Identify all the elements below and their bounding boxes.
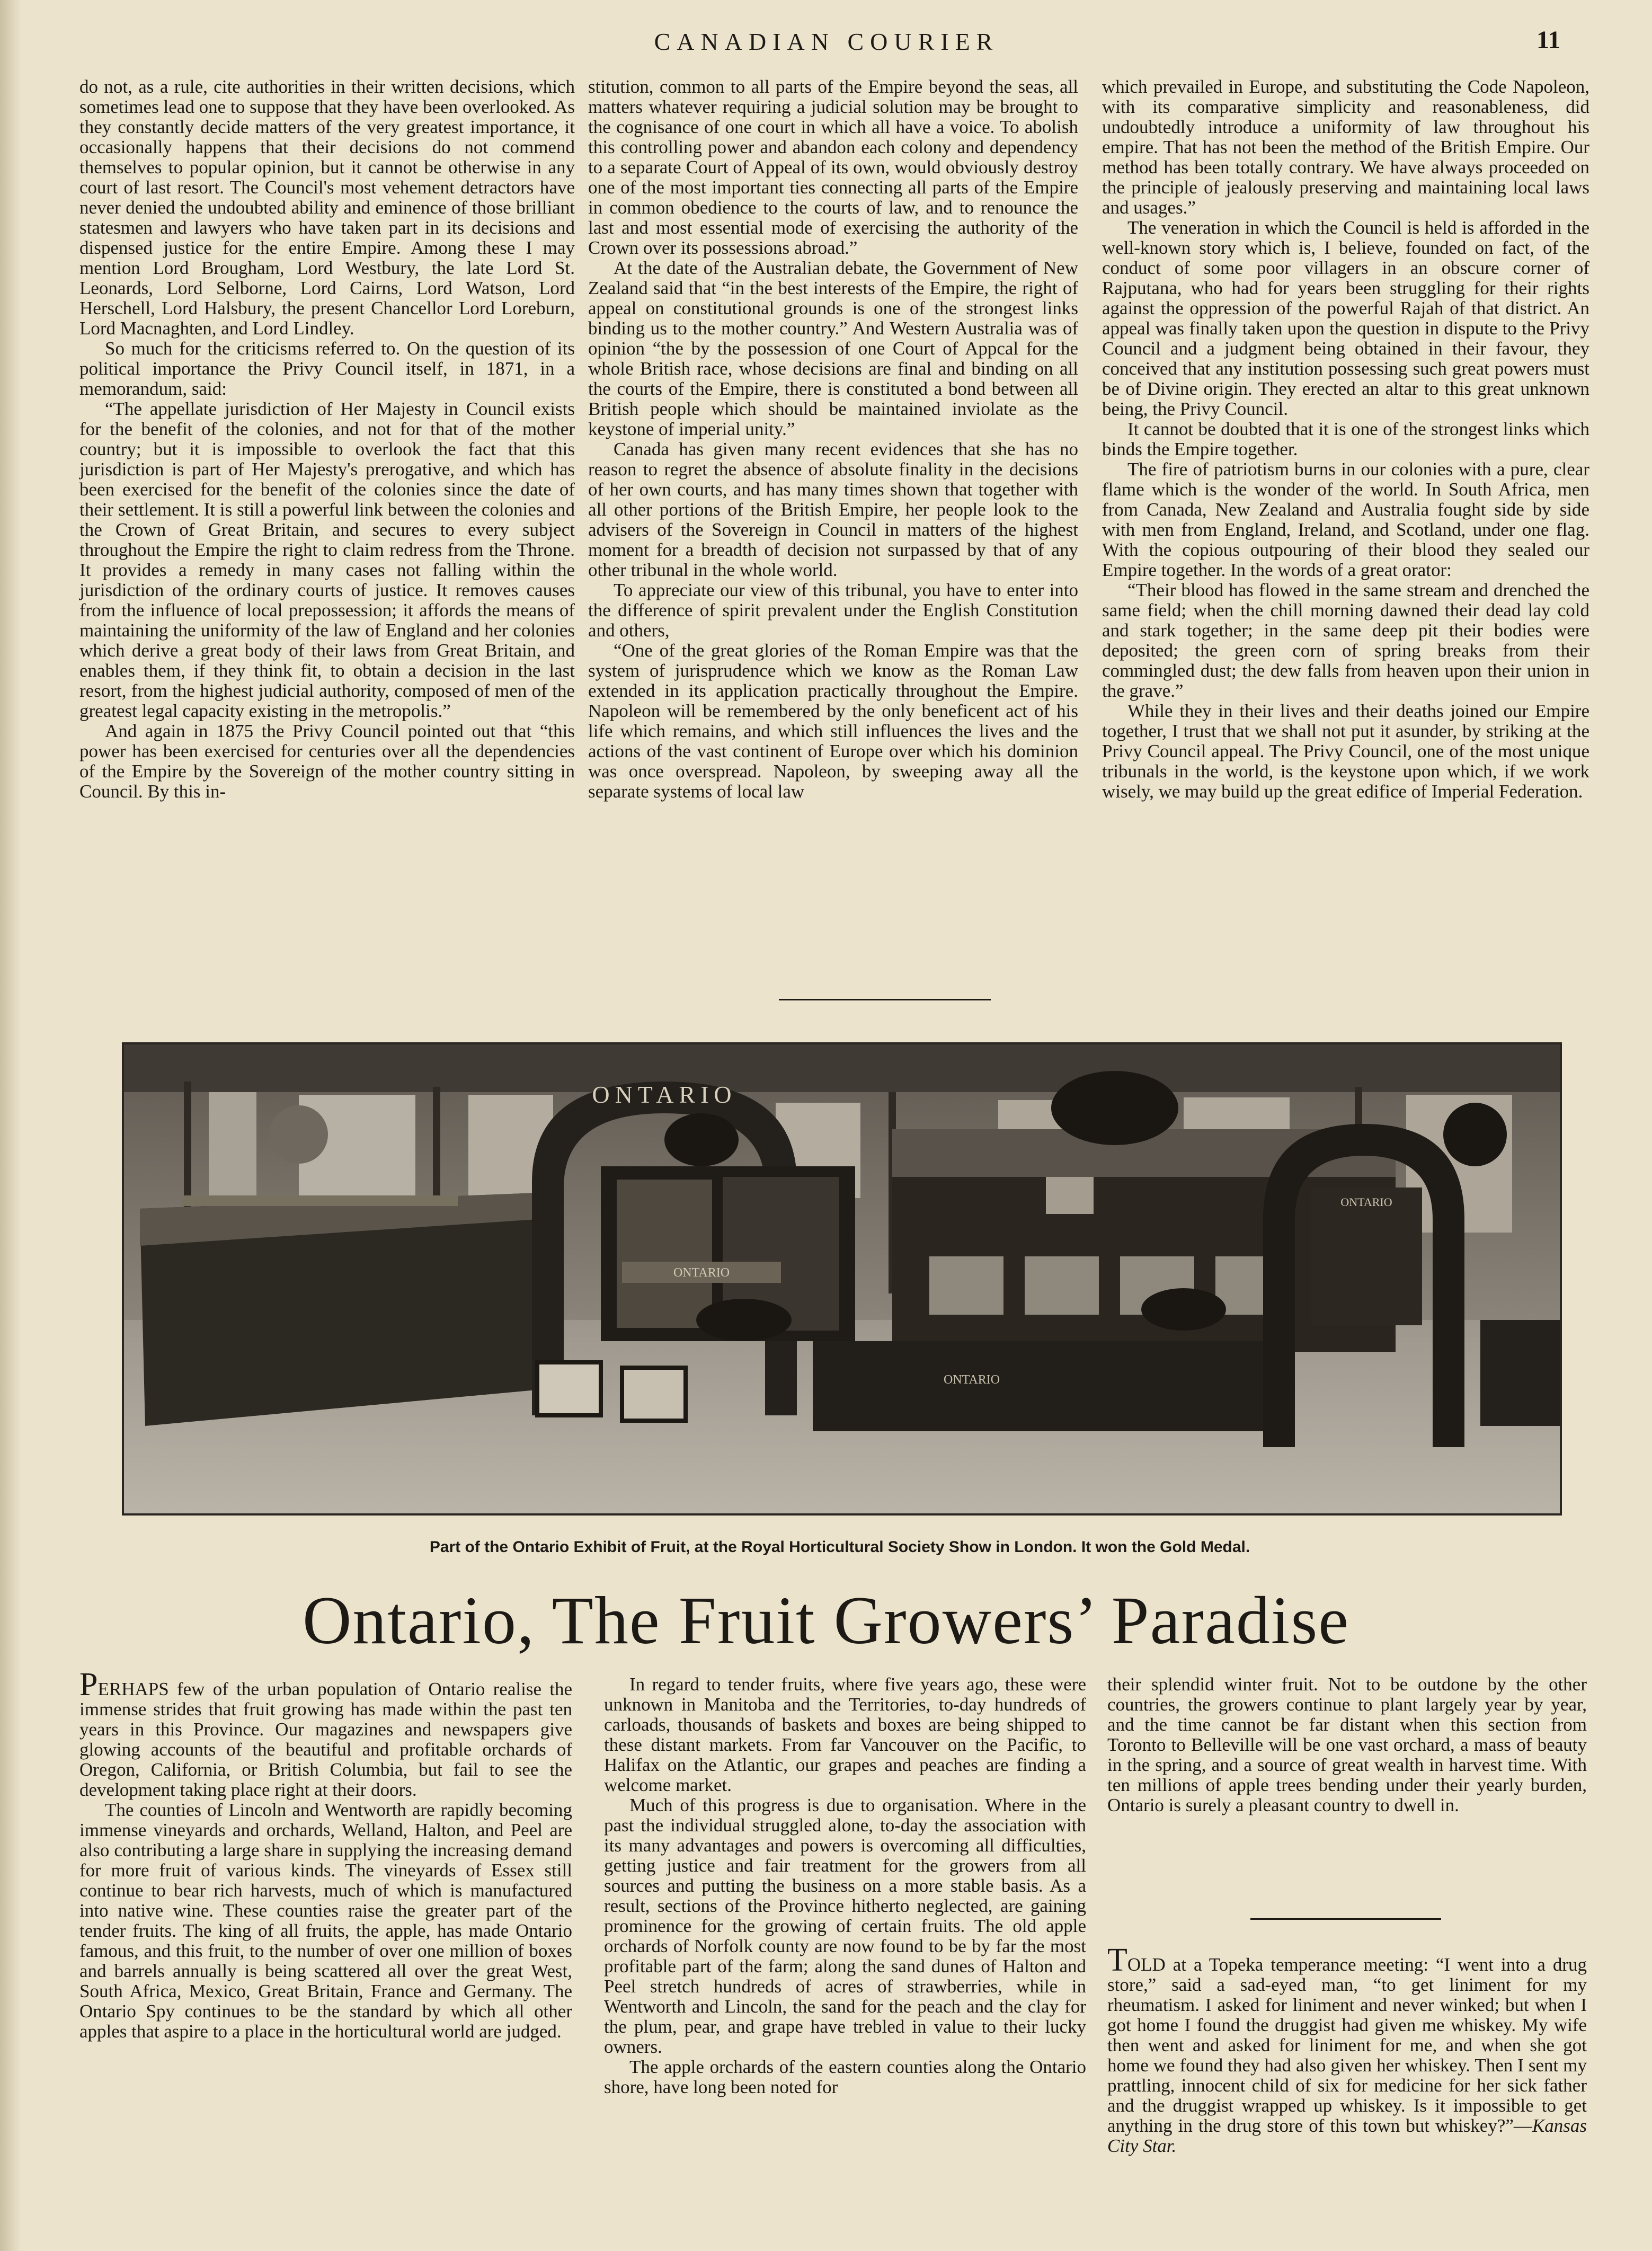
- paragraph: “Their blood has flowed in the same stream and drenched the same field; when the chill morning dawned their dead lay cold and stark together; in the same deep pit their bodies were deposited; the green corn of spring breaks from their commingled dust; the dew falls from heaven upon their union in the grave.”: [1102, 580, 1589, 701]
- page-number: 11: [1536, 26, 1561, 54]
- paragraph: While they in their lives and their deaths joined our Empire together, I trust that we shall not put it asunder, by striking at the Privy Council appeal. The Privy Council, one of the most unique tribunals in the world, is the keystone upon which, if we work wisely, we may build up the great edifice of Imperial Federation.: [1102, 701, 1589, 802]
- case-sign: ONTARIO: [673, 1266, 730, 1280]
- stand-sign: ONTARIO: [943, 1373, 1000, 1387]
- paragraph: The apple orchards of the eastern counties along the Ontario shore, have long been noted for: [604, 2057, 1086, 2097]
- paragraph: “One of the great glories of the Roman Empire was that the system of jurisprudence which we know as the Roman Law extended in its application practically throughout the Empire. Napoleon will be remembered by the only beneficent act of his life which remains, and which still influences the lives and the actions of the vast continent of Europe over which his dominion was once overspread. Napoleon, by sweeping away all the separate systems of local law: [588, 640, 1078, 802]
- top-column-3: [1102, 77, 1589, 802]
- lead-words: OLD: [1127, 1954, 1166, 1975]
- paragraph: which prevailed in Europe, and substituting the Code Napoleon, with its comparative simplicity and reasonableness, did undoubtedly introduce a uniformity of law throughout his empire. That has not been the method of the British Empire. Our method has been totally contrary. We have always proceeded on the principle of jealously preserving and maintaining local laws and usages.”: [1102, 76, 1589, 218]
- masthead: CANADIAN COURIER: [654, 28, 999, 55]
- paragraph: So much for the criticisms referred to. On the question of its political importance the Privy Council itself, in 1871, in a memorandum, said:: [79, 338, 575, 399]
- anecdote-column: [1107, 1942, 1587, 2156]
- article-headline: Ontario, The Fruit Growers’ Paradise: [302, 1583, 1350, 1658]
- photo-caption: Part of the Ontario Exhibit of Fruit, at the Royal Horticultural Society Show in London. It won the Gold Medal.: [429, 1538, 1250, 1556]
- paragraph: their splendid winter fruit. Not to be outdone by the other countries, the growers continue to plant largely year by year, and the time cannot be far distant when this section from Toronto to Belleville will be one vast orchard, a mass of beauty in the spring, and a source of great wealth in harvest time. With ten millions of apple trees bending under their yearly burden, Ontario is surely a pleasant country to dwell in.: [1107, 1674, 1587, 1815]
- right-arch-sign: ONTARIO: [1340, 1195, 1392, 1209]
- crest-icon: [270, 1105, 328, 1164]
- paragraph: It cannot be doubted that it is one of the strongest links which binds the Empire together.: [1102, 419, 1589, 459]
- paragraph: In regard to tender fruits, where five years ago, these were unknown in Manitoba and the Territories, to-day hundreds of carloads, thousands of baskets and boxes are being shipped to these distant markets. From far Vancouver on the Pacific, to Halifax on the Atlantic, our grapes and peaches are finding a welcome market.: [604, 1674, 1086, 1795]
- paragraph: To appreciate our view of this tribunal, you have to enter into the difference of spirit prevalent under the English Constitution and others,: [588, 580, 1078, 641]
- far-right-stand: [1480, 1320, 1560, 1426]
- paragraph: Much of this progress is due to organisation. Where in the past the individual struggled alone, to-day the association with its many advantages and powers is overcoming all difficulties, getting justice and fair treatment for the growers from all sources and putting the business on a more stable basis. As a result, sections of the Province hitherto neglected, are gaining prominence for the growing of certain fruits. The old apple orchards of Norfolk county are now found to be by far the most profitable part of the farm; along the sand dunes of Halton and Peel stretch hundreds of acres of strawberries, while in Wentworth and Lincoln, the sand for the peach and the clay for the plum, pear, and grape have trebled in value to their lucky owners.: [604, 1795, 1086, 2057]
- lead-words: ERHAPS: [97, 1679, 169, 1699]
- article-column-2: [604, 1674, 1086, 2097]
- paragraph: “The appellate jurisdiction of Her Majesty in Council exists for the benefit of the colonies, and not for that of the mother country; but it is impossible to overlook the fact that this jurisdiction is part of Her Majesty's prerogative, and which has been exercised for the benefit of the colonies since the date of their settlement. It is still a powerful link between the colonies and the Crown of Great Britain, and secures to every subject throughout the Empire the right to claim redress from the Throne. It provides a remedy in many cases not falling within the jurisdiction of the ordinary courts of justice. It removes causes from the influence of local prepossession; it affords the means of maintaining the uniformity of the law of England and her colonies which derive a great body of their laws from Great Britain, and enables them, if they think fit, to obtain a decision in the last resort, from the highest judicial authority, composed of men of the greatest legal capacity existing in the metropolis.”: [79, 398, 575, 721]
- paragraph: The counties of Lincoln and Wentworth are rapidly becoming immense vineyards and orchards, Welland, Halton, and Peel are also contributing a large share in supplying the increasing demand for more fruit of various kinds. The vineyards of Essex still continue to bear rich harvests, much of which is manufactured into native wine. These counties raise the greater part of the tender fruits. The king of all fruits, the apple, has made Ontario famous, and this fruit, to the number of over one million of boxes and barrels annually is being scattered all over the great West, South Africa, Mexico, Great Britain, France and Germany. The Ontario Spy continues to be the standard by which all other apples that aspire to a place in the horticultural world are judged.: [79, 1800, 572, 2042]
- page-fold-shadow: [0, 0, 21, 2251]
- top-column-1: [79, 77, 575, 802]
- left-fruit-stand: [140, 1193, 548, 1426]
- drop-cap: T: [1107, 1942, 1127, 1978]
- anecdote-text: at a Topeka temperance meeting: “I went into a drug store,” said a sad-eyed man, “to get liniment for my rheumatism. I asked for liniment and never winked; but when I got home I found the druggist had given me whiskey. My wife then went and asked for liniment for me, and when she got home we found they had also given her whiskey. Then I sent my prattling, innocent child of six for medicine for her sick father and the druggist wrapped up whiskey. Is it impossible to get anything in the drug store of this town but whiskey?”—: [1107, 1954, 1587, 2136]
- exhibit-photo-drawing: [124, 1044, 1560, 1513]
- anecdote-paragraph: [1107, 1942, 1587, 2156]
- arch-sign: ONTARIO: [592, 1081, 737, 1108]
- hall-ceiling: [124, 1044, 1560, 1092]
- article-column-3: [1107, 1674, 1587, 1815]
- exhibit-photo: [122, 1042, 1562, 1516]
- anecdote-source: Kansas City Star.: [1107, 2115, 1587, 2156]
- paragraph: Canada has given many recent evidences that she has no reason to regret the absence of absolute finality in the decisions of her own courts, and has many times shown that together with all other portions of the British Empire, her people look to the advisers of the Sovereign in Council in matters of the highest moment for a breadth of decision not surpassed by that of any other tribunal in the whole world.: [588, 439, 1078, 580]
- drop-cap: P: [79, 1667, 98, 1703]
- article-column-1: [79, 1667, 572, 2042]
- paragraph: And again in 1875 the Privy Council pointed out that “this power has been exercised for centuries over all the dependencies of the Empire by the Sovereign of the mother country sitting in Council. By this in-: [79, 721, 575, 802]
- anecdote-divider: [1250, 1918, 1441, 1920]
- paragraph: do not, as a rule, cite authorities in their written decisions, which sometimes lead one to suppose that they have been overlooked. As they constantly decide matters of the very greatest importance, it occasionally happens that their decisions do not commend themselves to popular opinion, but it cannot be otherwise in any court of last resort. The Council's most vehement detractors have never denied the undoubted ability and eminence of those brilliant statesmen and lawyers who have taken part in its decisions and dispensed justice for the entire Empire. Among these I may mention Lord Brougham, Lord Westbury, the late Lord St. Leonards, Lord Selborne, Lord Cairns, Lord Watson, Lord Herschell, Lord Halsbury, the present Chancellor Lord Loreburn, Lord Macnaghten, and Lord Lindley.: [79, 76, 575, 339]
- paragraph: stitution, common to all parts of the Empire beyond the seas, all matters whatever requiring a judicial solution may be brought to the cognisance of one court in which all have a voice. To abolish this controlling power and abandon each colony and dependency to a separate Court of Appeal of its own, would obviously destroy one of the most important ties connecting all parts of the Empire in common obedience to the courts of law, and to renounce the last and most essential mode of exercising the authority of the Crown over its possessions abroad.”: [588, 76, 1078, 258]
- paragraph: The fire of patriotism burns in our colonies with a pure, clear flame which is the wonder of the world. In South Africa, men from Canada, New Zealand and Australia fought side by side with men from England, Ireland, and Scotland, under one flag. With the copious outpouring of their blood they sealed our Empire together. In the words of a great orator:: [1102, 459, 1589, 580]
- section-divider: [779, 999, 991, 1000]
- lead-text: few of the urban population of Ontario realise the immense strides that fruit growing has made within the past ten years in this Province. Our magazines and newspapers give glowing accounts of the beautiful and profitable orchards of Oregon, California, or British Columbia, but fail to see the development taking place right at their doors.: [79, 1679, 572, 1800]
- paragraph: The veneration in which the Council is held is afforded in the well-known story which is, I believe, founded on fact, of the conduct of some poor villagers in an obscure corner of Rajputana, who had for years been struggling for their rights against the oppression of the powerful Rajah of that district. An appeal was finally taken upon the question in dispute to the Privy Council and a judgment being obtained in their favour, they conceived that any institution possessing such great powers must be of Divine origin. They erected an altar to this great unknown being, the Privy Council.: [1102, 217, 1589, 419]
- top-column-2: [588, 77, 1078, 802]
- lead-paragraph: [79, 1667, 572, 1800]
- paragraph: At the date of the Australian debate, the Government of New Zealand said that “in the best interests of the Empire, the right of appeal on constitutional grounds is one of the strongest links binding us to the mother country.” And Western Australia was of opinion “the by the possession of one Court of Appcal for the whole British race, whose decisions are final and binding on all the courts of the Empire, there is constituted a bond between all British people which should be maintained inviolate as the keystone of imperial unity.”: [588, 258, 1078, 439]
